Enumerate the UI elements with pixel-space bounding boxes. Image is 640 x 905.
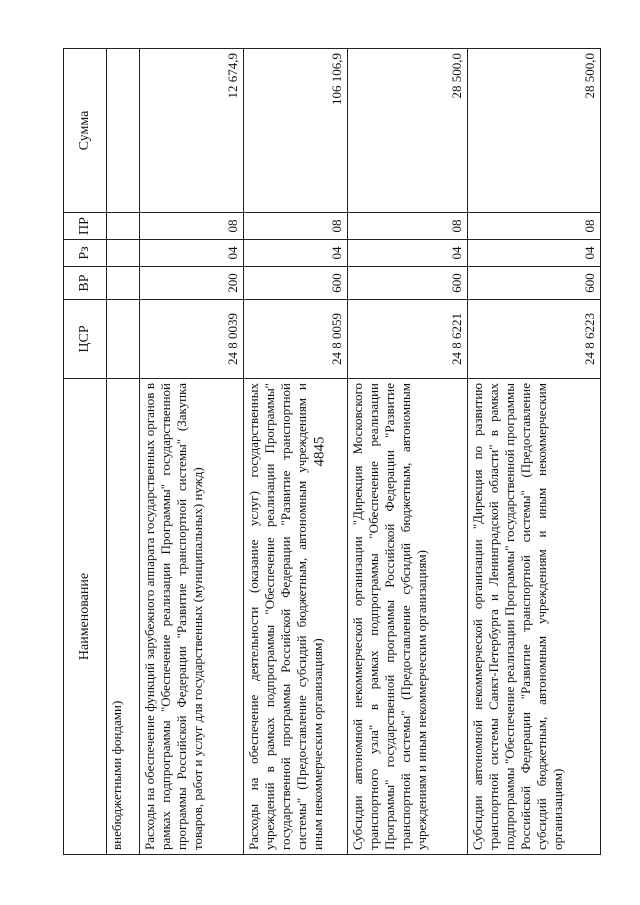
row-vr: 600 [244,267,348,300]
row-sum [107,49,140,213]
row-sum: 28 500,0 [348,49,468,213]
row-vr: 600 [468,267,601,300]
row-rz [107,240,140,267]
row-name: Субсидии автономной некоммерческой организации "Дирекция по развитию транспортной системы Санкт-Петербурга и Ленинградской области" в рамках подпрограммы "Обеспечение реализации Программы" государственной программы Российской Федерации "Развитие транспортной системы" (Предоставление субсидий бюджетным, автономным учреждениям и иным некоммерческим организациям) [468,379,601,855]
row-rz: 04 [244,240,348,267]
table-row [244,49,348,855]
header-sum: Сумма [64,49,107,213]
row-csr [107,300,140,379]
table-row [107,49,140,855]
page-number: 4845 [311,436,328,467]
row-name: Расходы на обеспечение функций зарубежного аппарата государственных органов в рамках подпрограммы "Обеспечение реализации Программы" государственной программы Российской Федерации "Развитие транспортной системы" (Закупка товаров, работ и услуг для государственных (муниципальных) нужд) [140,379,244,855]
rotated-table-container [63,49,631,855]
row-sum: 12 674,9 [140,49,244,213]
row-vr [107,267,140,300]
row-name: внебюджетными фондами) [107,379,140,855]
row-sum: 28 500,0 [468,49,601,213]
table-row [140,49,244,855]
row-csr: 24 8 6221 [348,300,468,379]
row-csr: 24 8 6223 [468,300,601,379]
row-csr: 24 8 0039 [140,300,244,379]
header-csr: ЦСР [64,300,107,379]
row-vr: 600 [348,267,468,300]
row-pr: 08 [468,213,601,240]
table-header-row [64,49,107,855]
header-vr: ВР [64,267,107,300]
row-pr: 08 [244,213,348,240]
row-csr: 24 8 0059 [244,300,348,379]
row-name: Расходы на обеспечение деятельности (оказание услуг) государственных учреждений в рамках подпрограммы "Обеспечение реализации Программы" государственной программы Российской Федерации "Развитие транспортной системы" (Предоставление субсидий бюджетным, автономным учреждениям и иным некоммерческим организациям) [244,379,348,855]
table-row [468,49,601,855]
row-pr [107,213,140,240]
row-rz: 04 [348,240,468,267]
row-pr: 08 [348,213,468,240]
header-pr: ПР [64,213,107,240]
row-pr: 08 [140,213,244,240]
row-vr: 200 [140,267,244,300]
row-sum: 106 106,9 [244,49,348,213]
row-name: Субсидии автономной некоммерческой организации "Дирекция Московского транспортного узла" в рамках подпрограммы "Обеспечение реализации Программы" государственной программы Российской Федерации "Развитие транспортной системы" (Предоставление субсидий бюджетным, автономным учреждениям и иным некоммерческим организациям) [348,379,468,855]
budget-table [63,48,601,855]
header-name: Наименование [64,379,107,855]
table-row [348,49,468,855]
row-rz: 04 [140,240,244,267]
header-rz: Рз [64,240,107,267]
row-rz: 04 [468,240,601,267]
